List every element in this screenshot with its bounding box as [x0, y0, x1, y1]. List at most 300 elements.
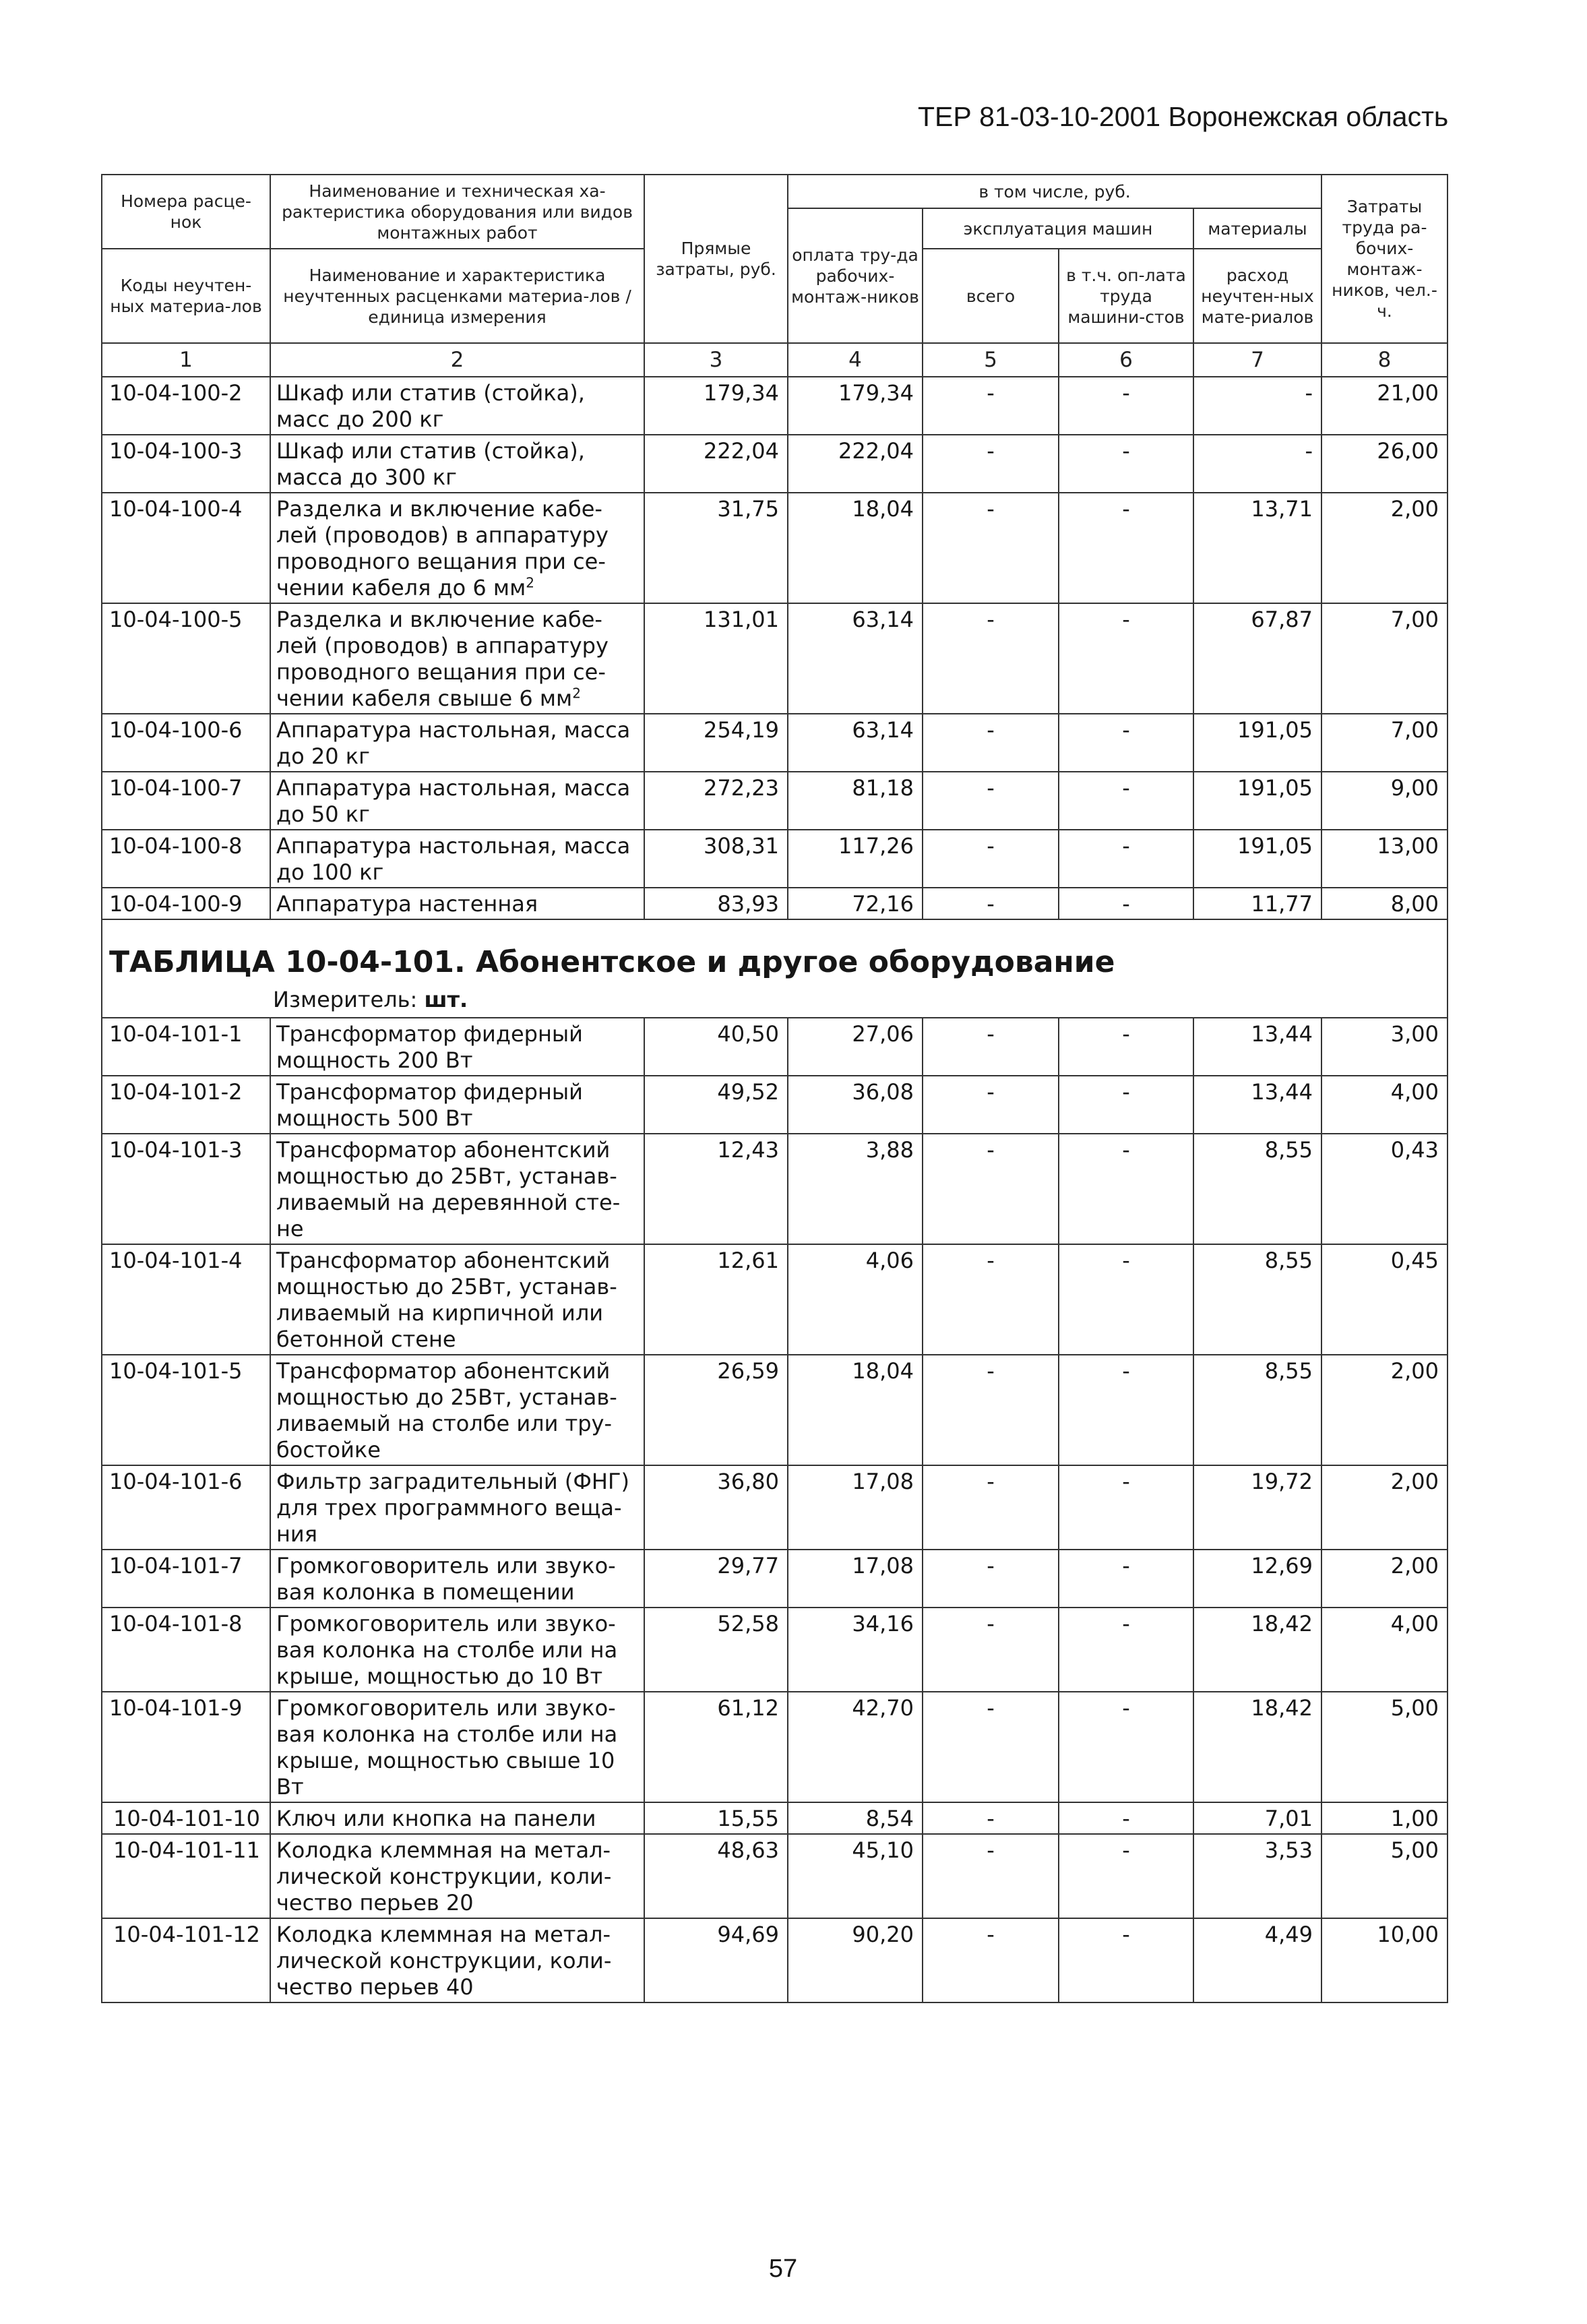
direct-costs-text: 61,12	[717, 1695, 779, 1721]
machinist-wages	[1059, 1692, 1193, 1802]
table-row	[102, 772, 1448, 830]
worker-wages-text: 222,04	[838, 438, 914, 464]
machinist-wages	[1059, 1134, 1193, 1244]
meter-value: шт.	[424, 987, 468, 1012]
worker-wages	[788, 1355, 923, 1465]
machinist-wages-text: -	[1122, 891, 1130, 917]
worker-wages	[788, 1076, 923, 1134]
machinist-wages-text: -	[1122, 775, 1130, 801]
table-row	[102, 1550, 1448, 1608]
machines-total	[923, 1244, 1059, 1355]
table-row	[102, 603, 1448, 714]
table-row	[102, 1018, 1448, 1076]
machines-total	[923, 1465, 1059, 1550]
worker-wages	[788, 772, 923, 830]
rate-code-text: 10-04-100-5	[109, 607, 243, 632]
work-name	[270, 377, 644, 435]
machines-total-text: -	[987, 1079, 995, 1105]
materials-value-text: 11,77	[1251, 891, 1313, 917]
machines-total-text: -	[987, 1553, 995, 1579]
rate-code	[102, 772, 270, 830]
work-name	[270, 714, 644, 772]
table-101-body	[102, 1018, 1448, 2002]
materials-value	[1193, 1692, 1321, 1802]
work-name-text: Громкоговоритель или звуко-вая колонка на столбе или на крыше, мощностью до 10 Вт	[276, 1611, 618, 1689]
work-name	[270, 1802, 644, 1834]
materials-value-text: 3,53	[1264, 1837, 1313, 1863]
materials-value-text: 191,05	[1237, 717, 1313, 743]
materials-value-text: 13,44	[1251, 1021, 1313, 1047]
direct-costs	[644, 1018, 788, 1076]
materials-value-text: 12,69	[1251, 1553, 1313, 1579]
work-name-text: Трансформатор абонентский мощностью до 25Вт, устанав-ливаемый на столбе или тру-бостойке	[276, 1358, 617, 1463]
rate-code	[102, 1018, 270, 1076]
machinist-wages-text: -	[1122, 1469, 1130, 1494]
direct-costs-text: 12,61	[717, 1248, 779, 1273]
materials-value	[1193, 1465, 1321, 1550]
materials-value	[1193, 603, 1321, 714]
labor-costs	[1321, 377, 1448, 435]
materials-value-text: -	[1305, 438, 1313, 464]
rate-code	[102, 435, 270, 493]
meter-label: Измеритель:	[273, 987, 418, 1012]
worker-wages-text: 72,16	[852, 891, 914, 917]
work-name	[270, 493, 644, 603]
labor-costs	[1321, 1692, 1448, 1802]
direct-costs-text: 12,43	[717, 1137, 779, 1163]
machines-total	[923, 1134, 1059, 1244]
direct-costs-text: 83,93	[717, 891, 779, 917]
labor-costs-text: 2,00	[1390, 496, 1439, 522]
worker-wages	[788, 1550, 923, 1608]
worker-wages	[788, 830, 923, 888]
header-work-name: Наименование и техническая ха-рактеристика оборудования или видов монтажных работ	[270, 175, 644, 249]
work-name	[270, 1608, 644, 1692]
rate-code-text: 10-04-101-4	[109, 1248, 243, 1273]
worker-wages	[788, 1918, 923, 2002]
labor-costs-text: 3,00	[1390, 1021, 1439, 1047]
column-number: 6	[1059, 343, 1193, 377]
direct-costs	[644, 603, 788, 714]
materials-value	[1193, 1134, 1321, 1244]
direct-costs-text: 31,75	[717, 496, 779, 522]
machinist-wages	[1059, 1802, 1193, 1834]
work-name	[270, 1244, 644, 1355]
direct-costs-text: 49,52	[717, 1079, 779, 1105]
work-name-text: Трансформатор абонентский мощностью до 25Вт, устанав-ливаемый на деревянной сте-не	[276, 1137, 621, 1242]
labor-costs	[1321, 1018, 1448, 1076]
labor-costs	[1321, 888, 1448, 919]
labor-costs	[1321, 1465, 1448, 1550]
machinist-wages-text: -	[1122, 1611, 1130, 1637]
worker-wages-text: 18,04	[852, 1358, 914, 1384]
column-number: 8	[1321, 343, 1448, 377]
rate-code-text: 10-04-101-11	[113, 1837, 260, 1863]
table-row	[102, 1465, 1448, 1550]
worker-wages	[788, 1244, 923, 1355]
materials-value-text: -	[1305, 380, 1313, 406]
header-direct-costs: Прямые затраты, руб.	[644, 175, 788, 343]
worker-wages-text: 17,08	[852, 1553, 914, 1579]
work-name-text: Аппаратура настольная, масса до 50 кг	[276, 775, 631, 827]
machinist-wages	[1059, 603, 1193, 714]
rate-code-text: 10-04-100-8	[109, 833, 243, 859]
rate-code	[102, 377, 270, 435]
worker-wages-text: 36,08	[852, 1079, 914, 1105]
machines-total	[923, 377, 1059, 435]
machines-total	[923, 888, 1059, 919]
labor-costs-text: 13,00	[1377, 833, 1439, 859]
worker-wages	[788, 435, 923, 493]
worker-wages	[788, 1134, 923, 1244]
rate-code	[102, 1608, 270, 1692]
machines-total	[923, 1550, 1059, 1608]
work-name-text: Разделка и включение кабе-лей (проводов) в аппаратуру проводного вещания при се-чении кабеля до 6 мм	[276, 496, 609, 601]
work-name	[270, 1134, 644, 1244]
table-row	[102, 1608, 1448, 1692]
rate-code	[102, 1076, 270, 1134]
rate-code-text: 10-04-101-12	[113, 1922, 260, 1947]
direct-costs	[644, 493, 788, 603]
direct-costs	[644, 1134, 788, 1244]
machinist-wages-text: -	[1122, 496, 1130, 522]
header-worker-wages: оплата тру-да рабочих-монтаж-ников	[788, 208, 923, 343]
direct-costs-text: 15,55	[717, 1806, 779, 1831]
rate-code-text: 10-04-101-9	[109, 1695, 243, 1721]
column-number: 7	[1193, 343, 1321, 377]
machinist-wages-text: -	[1122, 1079, 1130, 1105]
worker-wages-text: 42,70	[852, 1695, 914, 1721]
rate-code	[102, 1692, 270, 1802]
labor-costs	[1321, 1134, 1448, 1244]
work-name	[270, 1018, 644, 1076]
work-name-text: Громкоговоритель или звуко-вая колонка в помещении	[276, 1553, 616, 1605]
machines-total	[923, 1692, 1059, 1802]
direct-costs	[644, 435, 788, 493]
machines-total-text: -	[987, 496, 995, 522]
machines-total	[923, 714, 1059, 772]
machinist-wages	[1059, 1550, 1193, 1608]
machines-total-text: -	[987, 891, 995, 917]
work-name-text: Аппаратура настольная, масса до 20 кг	[276, 717, 631, 769]
materials-value-text: 13,71	[1251, 496, 1313, 522]
direct-costs-text: 222,04	[704, 438, 779, 464]
materials-value	[1193, 1834, 1321, 1918]
rate-code	[102, 1550, 270, 1608]
machines-total	[923, 1802, 1059, 1834]
labor-costs-text: 1,00	[1390, 1806, 1439, 1831]
rate-code	[102, 1134, 270, 1244]
machinist-wages	[1059, 888, 1193, 919]
work-name	[270, 435, 644, 493]
worker-wages-text: 34,16	[852, 1611, 914, 1637]
rate-code-text: 10-04-101-7	[109, 1553, 243, 1579]
worker-wages-text: 17,08	[852, 1469, 914, 1494]
direct-costs	[644, 1918, 788, 2002]
table-row	[102, 1134, 1448, 1244]
rate-code	[102, 714, 270, 772]
machines-total	[923, 1355, 1059, 1465]
rate-code-text: 10-04-101-2	[109, 1079, 243, 1105]
labor-costs-text: 5,00	[1390, 1695, 1439, 1721]
work-name-text: Колодка клеммная на метал-лической конструкции, коли-чество перьев 20	[276, 1837, 612, 1916]
direct-costs-text: 254,19	[704, 717, 779, 743]
work-name-text: Колодка клеммная на метал-лической конструкции, коли-чество перьев 40	[276, 1922, 612, 2000]
labor-costs-text: 8,00	[1390, 891, 1439, 917]
rate-code-text: 10-04-101-8	[109, 1611, 243, 1637]
column-number: 4	[788, 343, 923, 377]
direct-costs-text: 308,31	[704, 833, 779, 859]
section-title: ТАБЛИЦА 10-04-101. Абонентское и другое оборудование	[109, 945, 1115, 979]
table-row	[102, 1918, 1448, 2002]
column-number: 5	[923, 343, 1059, 377]
machinist-wages	[1059, 435, 1193, 493]
labor-costs	[1321, 1076, 1448, 1134]
machines-total	[923, 830, 1059, 888]
machines-total-text: -	[987, 1837, 995, 1863]
direct-costs-text: 26,59	[717, 1358, 779, 1384]
rate-code	[102, 1355, 270, 1465]
machinist-wages-text: -	[1122, 833, 1130, 859]
materials-value-text: 18,42	[1251, 1695, 1313, 1721]
table-row	[102, 435, 1448, 493]
machinist-wages	[1059, 377, 1193, 435]
rate-code	[102, 1834, 270, 1918]
materials-value	[1193, 888, 1321, 919]
work-name-text: Громкоговоритель или звуко-вая колонка на столбе или на крыше, мощностью свыше 10 Вт	[276, 1695, 618, 1800]
work-name	[270, 772, 644, 830]
rate-code-text: 10-04-101-3	[109, 1137, 243, 1163]
direct-costs	[644, 1076, 788, 1134]
labor-costs-text: 2,00	[1390, 1553, 1439, 1579]
header-unaccounted-codes: Коды неучтен-ных материа-лов	[102, 249, 270, 343]
table-row	[102, 1355, 1448, 1465]
direct-costs	[644, 830, 788, 888]
worker-wages-text: 90,20	[852, 1922, 914, 1947]
machines-total-text: -	[987, 1137, 995, 1163]
work-name	[270, 603, 644, 714]
rates-table-container	[101, 174, 1447, 2003]
header-machine-operation: эксплуатация машин	[923, 208, 1193, 249]
machinist-wages-text: -	[1122, 1837, 1130, 1863]
machines-total-text: -	[987, 717, 995, 743]
header-unaccounted-names: Наименование и характеристика неучтенных расценками материа-лов / единица измерения	[270, 249, 644, 343]
header-rate-numbers: Номера расце-нок	[102, 175, 270, 249]
header-machinist-wages: в т.ч. оп-лата труда машини-стов	[1059, 249, 1193, 343]
table-row	[102, 1244, 1448, 1355]
labor-costs-text: 26,00	[1377, 438, 1439, 464]
direct-costs	[644, 1355, 788, 1465]
work-name-text: Ключ или кнопка на панели	[276, 1806, 596, 1831]
superscript: 2	[526, 574, 534, 591]
column-number: 1	[102, 343, 270, 377]
machinist-wages	[1059, 1355, 1193, 1465]
worker-wages-text: 81,18	[852, 775, 914, 801]
work-name-text: Фильтр заградительный (ФНГ) для трех программного веща-ния	[276, 1469, 629, 1547]
labor-costs-text: 7,00	[1390, 717, 1439, 743]
rate-code-text: 10-04-100-9	[109, 891, 243, 917]
table-row	[102, 830, 1448, 888]
machinist-wages	[1059, 772, 1193, 830]
labor-costs-text: 9,00	[1390, 775, 1439, 801]
machinist-wages	[1059, 830, 1193, 888]
header-unaccounted-consumption: расход неучтен-ных мате-риалов	[1193, 249, 1321, 343]
worker-wages	[788, 714, 923, 772]
machinist-wages-text: -	[1122, 607, 1130, 632]
labor-costs-text: 5,00	[1390, 1837, 1439, 1863]
work-name-text: Трансформатор фидерный мощность 200 Вт	[276, 1021, 583, 1073]
labor-costs-text: 0,45	[1390, 1248, 1439, 1273]
machines-total-text: -	[987, 607, 995, 632]
work-name	[270, 1834, 644, 1918]
machines-total-text: -	[987, 833, 995, 859]
materials-value-text: 19,72	[1251, 1469, 1313, 1494]
rate-code-text: 10-04-100-2	[109, 380, 243, 406]
machinist-wages-text: -	[1122, 1695, 1130, 1721]
direct-costs-text: 179,34	[704, 380, 779, 406]
worker-wages	[788, 1834, 923, 1918]
work-name	[270, 1076, 644, 1134]
materials-value	[1193, 1244, 1321, 1355]
header-machines-total: всего	[923, 249, 1059, 343]
labor-costs	[1321, 1244, 1448, 1355]
work-name-text: Шкаф или статив (стойка), масса до 300 кг	[276, 438, 585, 490]
materials-value-text: 191,05	[1237, 833, 1313, 859]
work-name	[270, 1355, 644, 1465]
worker-wages	[788, 1018, 923, 1076]
work-name	[270, 888, 644, 919]
machinist-wages	[1059, 1918, 1193, 2002]
machines-total-text: -	[987, 1469, 995, 1494]
direct-costs	[644, 1834, 788, 1918]
rate-code-text: 10-04-100-6	[109, 717, 243, 743]
work-name-text: Аппаратура настольная, масса до 100 кг	[276, 833, 631, 885]
materials-value-text: 67,87	[1251, 607, 1313, 632]
materials-value-text: 18,42	[1251, 1611, 1313, 1637]
worker-wages-text: 117,26	[838, 833, 914, 859]
direct-costs	[644, 888, 788, 919]
worker-wages-text: 4,06	[865, 1248, 914, 1273]
materials-value-text: 13,44	[1251, 1079, 1313, 1105]
machines-total-text: -	[987, 1021, 995, 1047]
direct-costs-text: 52,58	[717, 1611, 779, 1637]
machines-total-text: -	[987, 1806, 995, 1831]
machinist-wages	[1059, 1018, 1193, 1076]
rate-code-text: 10-04-101-6	[109, 1469, 243, 1494]
machines-total-text: -	[987, 1611, 995, 1637]
rate-code-text: 10-04-101-10	[113, 1806, 260, 1831]
machines-total-text: -	[987, 438, 995, 464]
machines-total-text: -	[987, 1358, 995, 1384]
worker-wages-text: 8,54	[865, 1806, 914, 1831]
materials-value	[1193, 1076, 1321, 1134]
rate-code	[102, 1918, 270, 2002]
rate-code-text: 10-04-100-3	[109, 438, 243, 464]
machinist-wages-text: -	[1122, 1922, 1130, 1947]
worker-wages	[788, 377, 923, 435]
work-name-text: Шкаф или статив (стойка), масс до 200 кг	[276, 380, 585, 432]
worker-wages-text: 45,10	[852, 1837, 914, 1863]
direct-costs	[644, 1802, 788, 1834]
machinist-wages-text: -	[1122, 1248, 1130, 1273]
rates-table	[101, 174, 1448, 2003]
machines-total-text: -	[987, 1922, 995, 1947]
column-number-row	[102, 343, 1448, 377]
section-101-heading	[102, 919, 1448, 1018]
machinist-wages	[1059, 1076, 1193, 1134]
labor-costs	[1321, 1550, 1448, 1608]
rate-code	[102, 888, 270, 919]
materials-value	[1193, 830, 1321, 888]
header-including: в том числе, руб.	[788, 175, 1321, 208]
header-labor-costs: Затраты труда ра-бочих-монтаж-ников, чел.-ч.	[1321, 175, 1448, 343]
labor-costs-text: 0,43	[1390, 1137, 1439, 1163]
labor-costs	[1321, 1355, 1448, 1465]
work-name-text: Трансформатор фидерный мощность 500 Вт	[276, 1079, 583, 1131]
worker-wages	[788, 1465, 923, 1550]
table-row	[102, 1692, 1448, 1802]
labor-costs	[1321, 830, 1448, 888]
table-row	[102, 1834, 1448, 1918]
machines-total	[923, 772, 1059, 830]
labor-costs	[1321, 714, 1448, 772]
work-name-text: Аппаратура настенная	[276, 891, 538, 917]
page-header: ТЕР 81-03-10-2001 Воронежская область	[918, 101, 1449, 132]
machines-total	[923, 1018, 1059, 1076]
work-name	[270, 1465, 644, 1550]
direct-costs	[644, 714, 788, 772]
materials-value-text: 7,01	[1264, 1806, 1313, 1831]
direct-costs	[644, 1244, 788, 1355]
machinist-wages	[1059, 1608, 1193, 1692]
rate-code-text: 10-04-101-5	[109, 1358, 243, 1384]
direct-costs-text: 131,01	[704, 607, 779, 632]
labor-costs	[1321, 1802, 1448, 1834]
machines-total	[923, 493, 1059, 603]
column-number: 3	[644, 343, 788, 377]
direct-costs	[644, 1692, 788, 1802]
materials-value	[1193, 493, 1321, 603]
labor-costs	[1321, 1918, 1448, 2002]
header-materials: материалы	[1193, 208, 1321, 249]
table-header	[102, 175, 1448, 377]
work-name-text: Разделка и включение кабе-лей (проводов) в аппаратуру проводного вещания при се-чении кабеля свыше 6 мм	[276, 607, 609, 711]
labor-costs-text: 7,00	[1390, 607, 1439, 632]
direct-costs-text: 48,63	[717, 1837, 779, 1863]
labor-costs-text: 4,00	[1390, 1611, 1439, 1637]
machines-total-text: -	[987, 775, 995, 801]
machinist-wages-text: -	[1122, 1806, 1130, 1831]
worker-wages	[788, 888, 923, 919]
worker-wages-text: 18,04	[852, 496, 914, 522]
materials-value-text: 8,55	[1264, 1248, 1313, 1273]
column-number: 2	[270, 343, 644, 377]
machines-total	[923, 1076, 1059, 1134]
materials-value	[1193, 772, 1321, 830]
worker-wages	[788, 603, 923, 714]
direct-costs-text: 272,23	[704, 775, 779, 801]
machines-total	[923, 603, 1059, 714]
labor-costs-text: 2,00	[1390, 1469, 1439, 1494]
materials-value	[1193, 377, 1321, 435]
materials-value-text: 191,05	[1237, 775, 1313, 801]
table-row	[102, 493, 1448, 603]
worker-wages-text: 3,88	[865, 1137, 914, 1163]
machines-total	[923, 435, 1059, 493]
work-name	[270, 1692, 644, 1802]
work-name	[270, 1550, 644, 1608]
labor-costs-text: 4,00	[1390, 1079, 1439, 1105]
